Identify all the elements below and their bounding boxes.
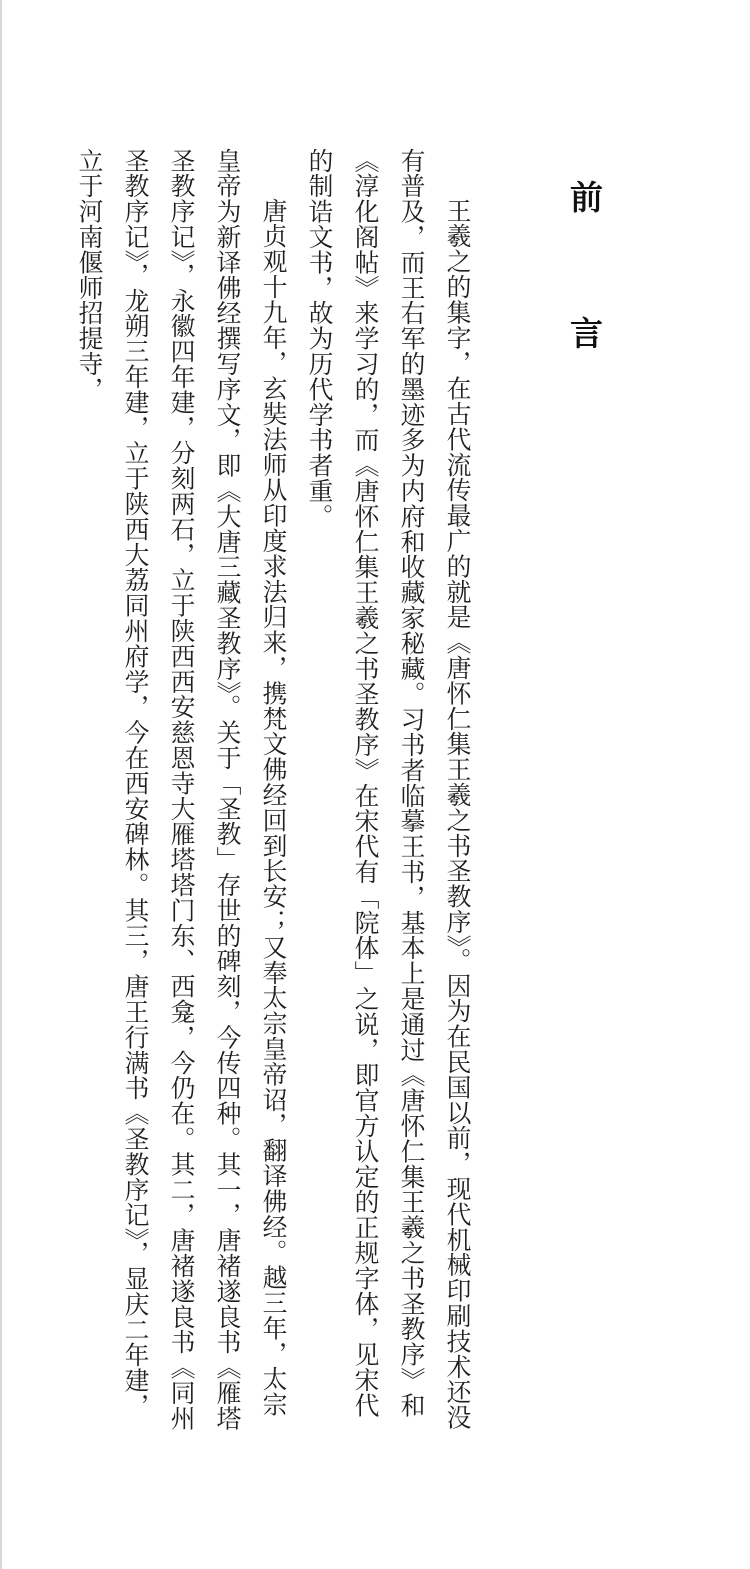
body-text <box>66 148 480 1438</box>
paragraph-1: 王羲之的集字，在古代流传最广的就是《唐怀仁集王羲之书圣教序》。因为在民国以前，现代机械印刷技术还没有普及，而王右军的墨迹多为内府和收藏家秘藏。习书者临摹王书，基本上是通过《唐怀仁集王羲之书圣教序》和《淳化阁帖》来学习的，而《唐怀仁集王羲之书圣教序》在宋代有「院体」之说，即官方认定的正规字体，见宋代的制诰文书，故为历代学书者重。 <box>305 148 472 1430</box>
page-title: 前 言 <box>565 180 604 381</box>
paragraph-2: 唐贞观十九年，玄奘法师从印度求法归来，携梵文佛经回到长安；又奉太宗皇帝诏，翻译佛经。越三年，太宗皇帝为新译佛经撰写序文，即《大唐三藏圣教序》。关于「圣教」存世的碑刻，今传四种。其一，唐褚遂良书《雁塔圣教序记》，永徽四年建，分刻两石，立于陕西西安慈恩寺大雁塔塔门东、西龛，今仍在。其二，唐褚遂良书《同州圣教序记》，龙朔三年建，立于陕西大荔同州府学，今在西安碑林。其三，唐王行满书《圣教序记》，显庆二年建，立于河南偃师招提寺， <box>75 148 288 1431</box>
page-edge-divider <box>0 0 2 1569</box>
